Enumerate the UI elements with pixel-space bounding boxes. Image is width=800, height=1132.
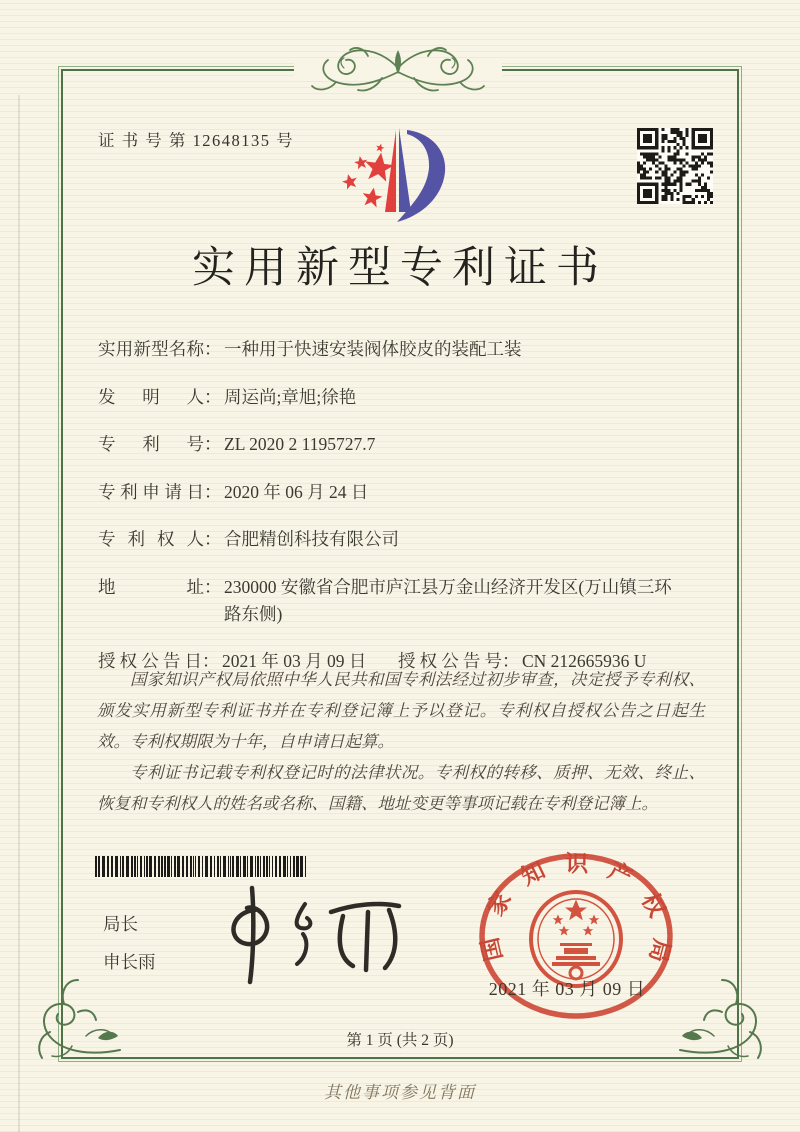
cnipa-seal [477, 851, 675, 1021]
field-label: 发明人 [98, 386, 204, 407]
field-value: 2021 年 03 月 09 日 [222, 651, 367, 671]
qr-code [637, 128, 713, 204]
field-value: 230000 安徽省合肥市庐江县万金山经济开发区(万山镇三环路东侧) [224, 576, 672, 624]
field-label: 专利号 [98, 434, 204, 454]
field-grant-number: 授权公告号 ： CN 212665936 U [398, 648, 646, 675]
field-value: 合肥精创科技有限公司 [224, 529, 399, 549]
field-value: 一种用于快速安装阀体胶皮的装配工装 [224, 339, 522, 359]
field-label: 专利申请日 [98, 481, 204, 502]
page-number: 第 1 页 (共 2 页) [346, 1032, 454, 1049]
field-patentee: 专利权人 ： 合肥精创科技有限公司 [98, 526, 706, 553]
cnipa-logo-icon [327, 110, 477, 230]
field-value: 周运尚;章旭;徐艳 [224, 386, 357, 407]
field-label: 专利权人 [98, 529, 204, 549]
bottom-right-ornament-icon [672, 970, 772, 1070]
legal-paragraph-2: 专利证书记载专利权登记时的法律状况。专利权的转移、质押、无效、终止、恢复和专利权人的姓名或名称、国籍、地址变更等事项记载在专利登记簿上。 [97, 763, 705, 813]
field-label: 实用新型名称 [98, 339, 204, 359]
certificate-fields [98, 336, 706, 675]
commissioner-block [103, 905, 156, 981]
commissioner-name: 申长雨 [103, 952, 156, 972]
field-address: 地址 ： 230000 安徽省合肥市庐江县万金山经济开发区(万山镇三环路东侧) [98, 574, 706, 628]
field-label: 地址 [98, 576, 204, 597]
certificate-title: 实用新型专利证书 [192, 245, 608, 292]
barcode [95, 856, 313, 877]
field-label: 授权公告日 [98, 651, 202, 671]
field-label: 授权公告号 [398, 651, 502, 671]
field-inventors: 发明人 ： 周运尚;章旭;徐艳 [98, 384, 706, 411]
legal-paragraph-1: 国家知识产权局依照中华人民共和国专利法经过初步审查，决定授予专利权、颁发实用新型专利证书并在专利登记簿上予以登记。专利权自授权公告之日起生效。专利权期限为十年，自申请日起算。 [97, 670, 705, 751]
field-value: 2020 年 06 月 24 日 [224, 481, 369, 502]
seal-date: 2021 年 03 月 09 日 [488, 979, 646, 999]
certificate-number: 证 书 号 第 12648135 号 [98, 131, 295, 150]
back-side-note: 其他事项参见背面 [324, 1083, 476, 1102]
field-value: CN 212665936 U [522, 651, 647, 671]
field-filing-date: 专利申请日 ： 2020 年 06 月 24 日 [98, 479, 706, 506]
seal-ring-text: 国家知识产权局 [477, 851, 675, 965]
national-emblem-icon [531, 892, 621, 986]
bottom-left-ornament-icon [28, 970, 128, 1070]
field-grant-date: 授权公告日 ： 2021 年 03 月 09 日 [98, 648, 398, 675]
handwritten-signature-icon [215, 880, 415, 990]
field-patent-number: 专利号 ： ZL 2020 2 1195727.7 [98, 431, 706, 458]
field-value: ZL 2020 2 1195727.7 [224, 434, 376, 454]
commissioner-title: 局长 [103, 914, 138, 934]
top-ornament-icon [278, 38, 518, 98]
legal-text [97, 664, 705, 819]
field-utility-model-name: 实用新型名称 ： 一种用于快速安装阀体胶皮的装配工装 [98, 336, 706, 363]
